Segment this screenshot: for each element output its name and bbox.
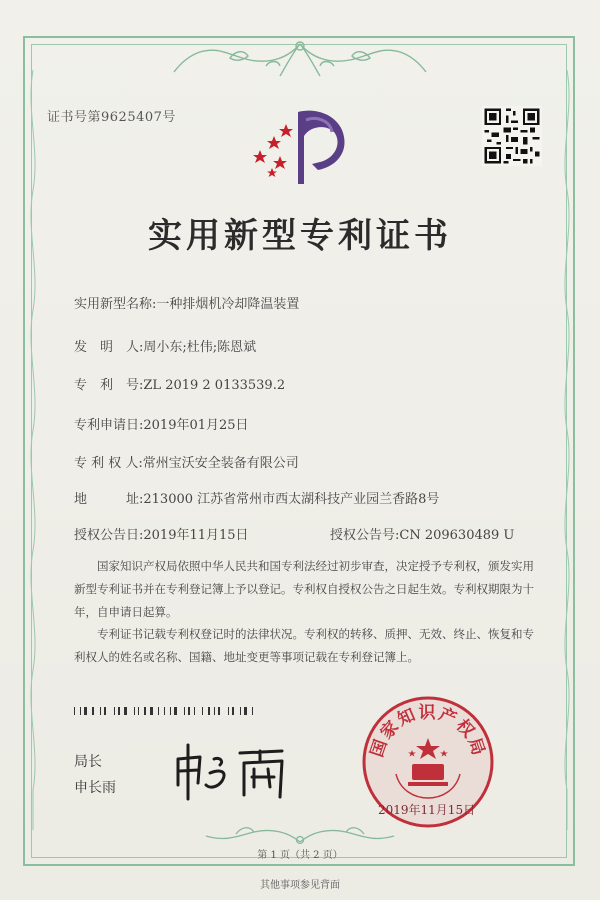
field-value: 一种排烟机冷却降温装置 xyxy=(156,297,300,312)
field-label: 专 利 权 人: xyxy=(74,456,143,471)
chief-title: 局长 xyxy=(74,754,102,770)
certificate-number: 证书号第9625407号 xyxy=(47,110,176,125)
field-application-date xyxy=(74,414,249,433)
field-value: 周小东;杜伟;陈恩斌 xyxy=(143,340,257,355)
field-grant-date xyxy=(74,524,249,543)
field-value: 2019年11月15日 xyxy=(143,528,249,543)
field-value: 常州宝沃安全装备有限公司 xyxy=(142,456,299,471)
field-patentee xyxy=(74,452,299,471)
field-patent-number xyxy=(74,374,285,393)
field-value: 2019年01月25日 xyxy=(143,418,249,433)
right-ornament xyxy=(556,70,578,830)
page-indicator: 第 1 页（共 2 页） xyxy=(257,850,343,861)
field-inventors xyxy=(74,336,256,355)
paragraph-grant-statement: 国家知识产权局依照中华人民共和国专利法经过初步审查，决定授予专利权，颁发实用新型专利证书并在专利登记簿上予以登记。专利权自授权公告之日起生效。专利权期限为十年，自申请日起算。 xyxy=(74,559,534,619)
chief-name: 申长雨 xyxy=(74,780,116,796)
seal-text: 国家知识产权局 xyxy=(367,703,489,760)
barcode xyxy=(74,707,324,715)
paragraph-legal-status: 专利证书记载专利权登记时的法律状况。专利权的转移、质押、无效、终止、恢复和专利权人的姓名或名称、国籍、地址变更等事项记载在专利登记簿上。 xyxy=(74,627,534,664)
field-label: 发 明 人: xyxy=(74,340,144,355)
back-note: 其他事项参见背面 xyxy=(260,880,340,891)
top-ornament xyxy=(170,38,430,80)
field-value: 213000 江苏省常州市西太湖科技产业园兰香路8号 xyxy=(143,492,440,507)
left-ornament xyxy=(22,70,44,830)
field-address xyxy=(74,488,439,507)
field-label: 实用新型名称: xyxy=(74,297,157,312)
handwritten-signature xyxy=(170,735,300,805)
qr-code xyxy=(482,106,542,166)
certificate-title: 实用新型专利证书 xyxy=(148,216,452,256)
field-label: 地 址: xyxy=(74,492,144,507)
field-grant-number xyxy=(330,524,514,543)
field-value: CN 209630489 U xyxy=(399,528,515,543)
field-label: 专利申请日: xyxy=(74,418,144,433)
field-utility-model-name xyxy=(74,293,299,312)
field-label: 授权公告日: xyxy=(74,528,144,543)
seal-date: 2019年11月15日 xyxy=(378,803,476,817)
field-label: 专 利 号: xyxy=(74,378,144,393)
field-value: ZL 2019 2 0133539.2 xyxy=(143,378,286,393)
field-label: 授权公告号: xyxy=(330,528,400,543)
patent-office-logo xyxy=(246,106,356,186)
